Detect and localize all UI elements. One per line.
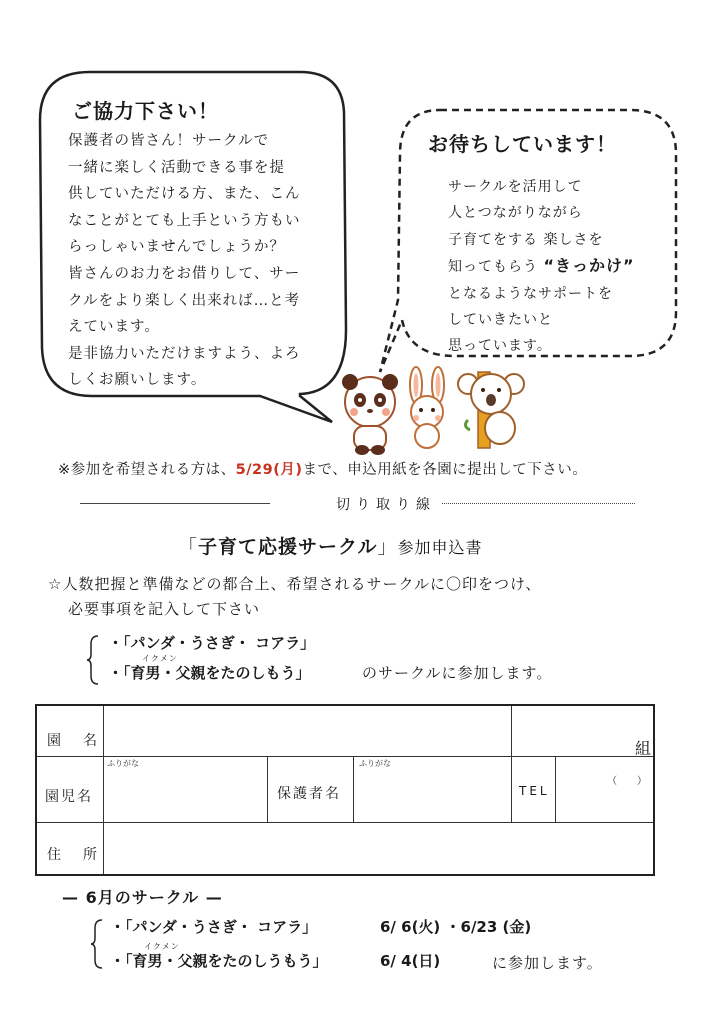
right-bubble-body — [448, 174, 635, 360]
deadline-date: 5/29(月) — [235, 462, 303, 478]
left-bubble-line: 皆さんのお力をお借りして、サー — [68, 265, 301, 282]
june-brace — [90, 918, 104, 970]
kikkake-prefix: 知ってもらう — [448, 259, 538, 276]
left-bubble-line: なことがとても上手という方もい — [68, 212, 301, 229]
june-row-2-date: 6/ 4(日) — [380, 952, 441, 970]
left-bubble-line: えています。 — [68, 319, 160, 336]
left-bubble-line: 一緒に楽しく活動できる事を提 — [68, 159, 285, 176]
form-title-suffix: 参加申込書 — [397, 538, 483, 557]
child-name-field[interactable] — [105, 768, 265, 820]
address-label: 住 所 — [47, 847, 101, 863]
application-form-table — [35, 704, 655, 876]
form-title — [178, 532, 482, 559]
cut-line-label: 切り取り線 — [330, 494, 442, 514]
cut-line — [80, 494, 635, 512]
right-bubble-title: お待ちしています！ — [428, 132, 617, 156]
notice-prefix: ※参加を希望される方は、 — [58, 462, 236, 478]
notice-suffix: まで、申込用紙を各園に提出して下さい。 — [302, 462, 588, 478]
june-row-2-dates — [380, 950, 440, 971]
left-bubble-line: らっしゃいませんでしょうか？ — [68, 239, 285, 256]
june-heading: — 6月のサークル — — [62, 888, 223, 907]
guardian-furigana-label: ふりがな — [359, 759, 391, 768]
left-bubble-line: 供していただける方、また、こん — [68, 186, 301, 203]
koala-illustration — [458, 372, 524, 448]
guardian-name-label: 保護者名 — [277, 786, 341, 802]
right-bubble-line-kikkake — [448, 253, 635, 280]
option-2-ruby: イクメン — [142, 654, 178, 663]
june-row-2-suffix: に参加します。 — [492, 954, 603, 972]
panda-illustration — [342, 374, 398, 455]
june-row-1-name — [110, 916, 317, 937]
right-bubble-line: 人とつながりながら — [448, 205, 583, 222]
right-bubble-line: となるようなサポートを — [448, 285, 613, 302]
june-row-1-dates — [380, 916, 531, 937]
child-name-label: 園児名 — [45, 789, 93, 805]
june-row-2-label: ・「育男・父親をたのしうもう」 — [110, 952, 328, 970]
right-bubble-line: 思っています。 — [448, 338, 552, 355]
instruction-line-2: 必要事項を記入して下さい — [68, 600, 261, 618]
june-row-2-name — [110, 950, 328, 971]
tel-label: TEL — [519, 784, 550, 798]
left-bubble-line: 保護者の皆さん！サークルで — [68, 133, 270, 149]
left-bubble-line: クルをより楽しく出来れば…と考 — [68, 292, 301, 309]
option-2-label: ・「育男・父親をたのしもう」 — [108, 664, 311, 682]
tel-paren: （ ） — [607, 776, 647, 787]
left-bubble-title: ご協力下さい！ — [72, 99, 219, 123]
right-bubble-line: していきたいと — [448, 312, 553, 329]
kikkake-word: “きっかけ” — [543, 256, 635, 276]
june-row-1-date: 6/ 6(火) ・6/23 (金) — [380, 918, 532, 936]
left-bubble-body — [68, 128, 301, 394]
left-bubble-line: しくお願いします。 — [68, 372, 207, 389]
form-title-open: 「 — [178, 536, 199, 558]
child-furigana-label: ふりがな — [107, 759, 139, 768]
option-panda-rabbit-koala[interactable] — [108, 632, 315, 653]
right-bubble-line: 子育てをする 楽しさを — [448, 231, 604, 248]
en-name-field[interactable] — [105, 708, 509, 754]
right-bubble-line: サークルを活用して — [448, 179, 583, 195]
options-brace — [86, 634, 100, 686]
option-ikumen[interactable] — [108, 662, 311, 683]
option-1-label: ・「パンダ・うさぎ・ コアラ」 — [108, 634, 316, 652]
instruction-line-1: ☆人数把握と準備などの都合上、希望されるサークルに〇印をつけ、 — [48, 575, 542, 593]
deadline-notice — [58, 458, 587, 479]
participate-text: のサークルに参加します。 — [362, 664, 553, 682]
form-title-bold: 子育て応援サークル — [198, 536, 378, 558]
june-row-1-label: ・「パンダ・うさぎ・ コアラ」 — [110, 918, 318, 936]
class-label: 組 — [635, 739, 656, 758]
tel-field[interactable] — [557, 758, 651, 820]
class-field[interactable] — [513, 708, 651, 754]
june-row-2-ruby: イクメン — [144, 942, 180, 951]
rabbit-illustration — [410, 367, 444, 448]
form-title-close: 」 — [377, 536, 398, 558]
guardian-name-field[interactable] — [355, 768, 509, 820]
address-field[interactable] — [105, 824, 651, 872]
left-bubble-line: 是非協力いただけますよう、よろ — [68, 345, 301, 362]
en-name-label: 園 名 — [47, 733, 101, 749]
